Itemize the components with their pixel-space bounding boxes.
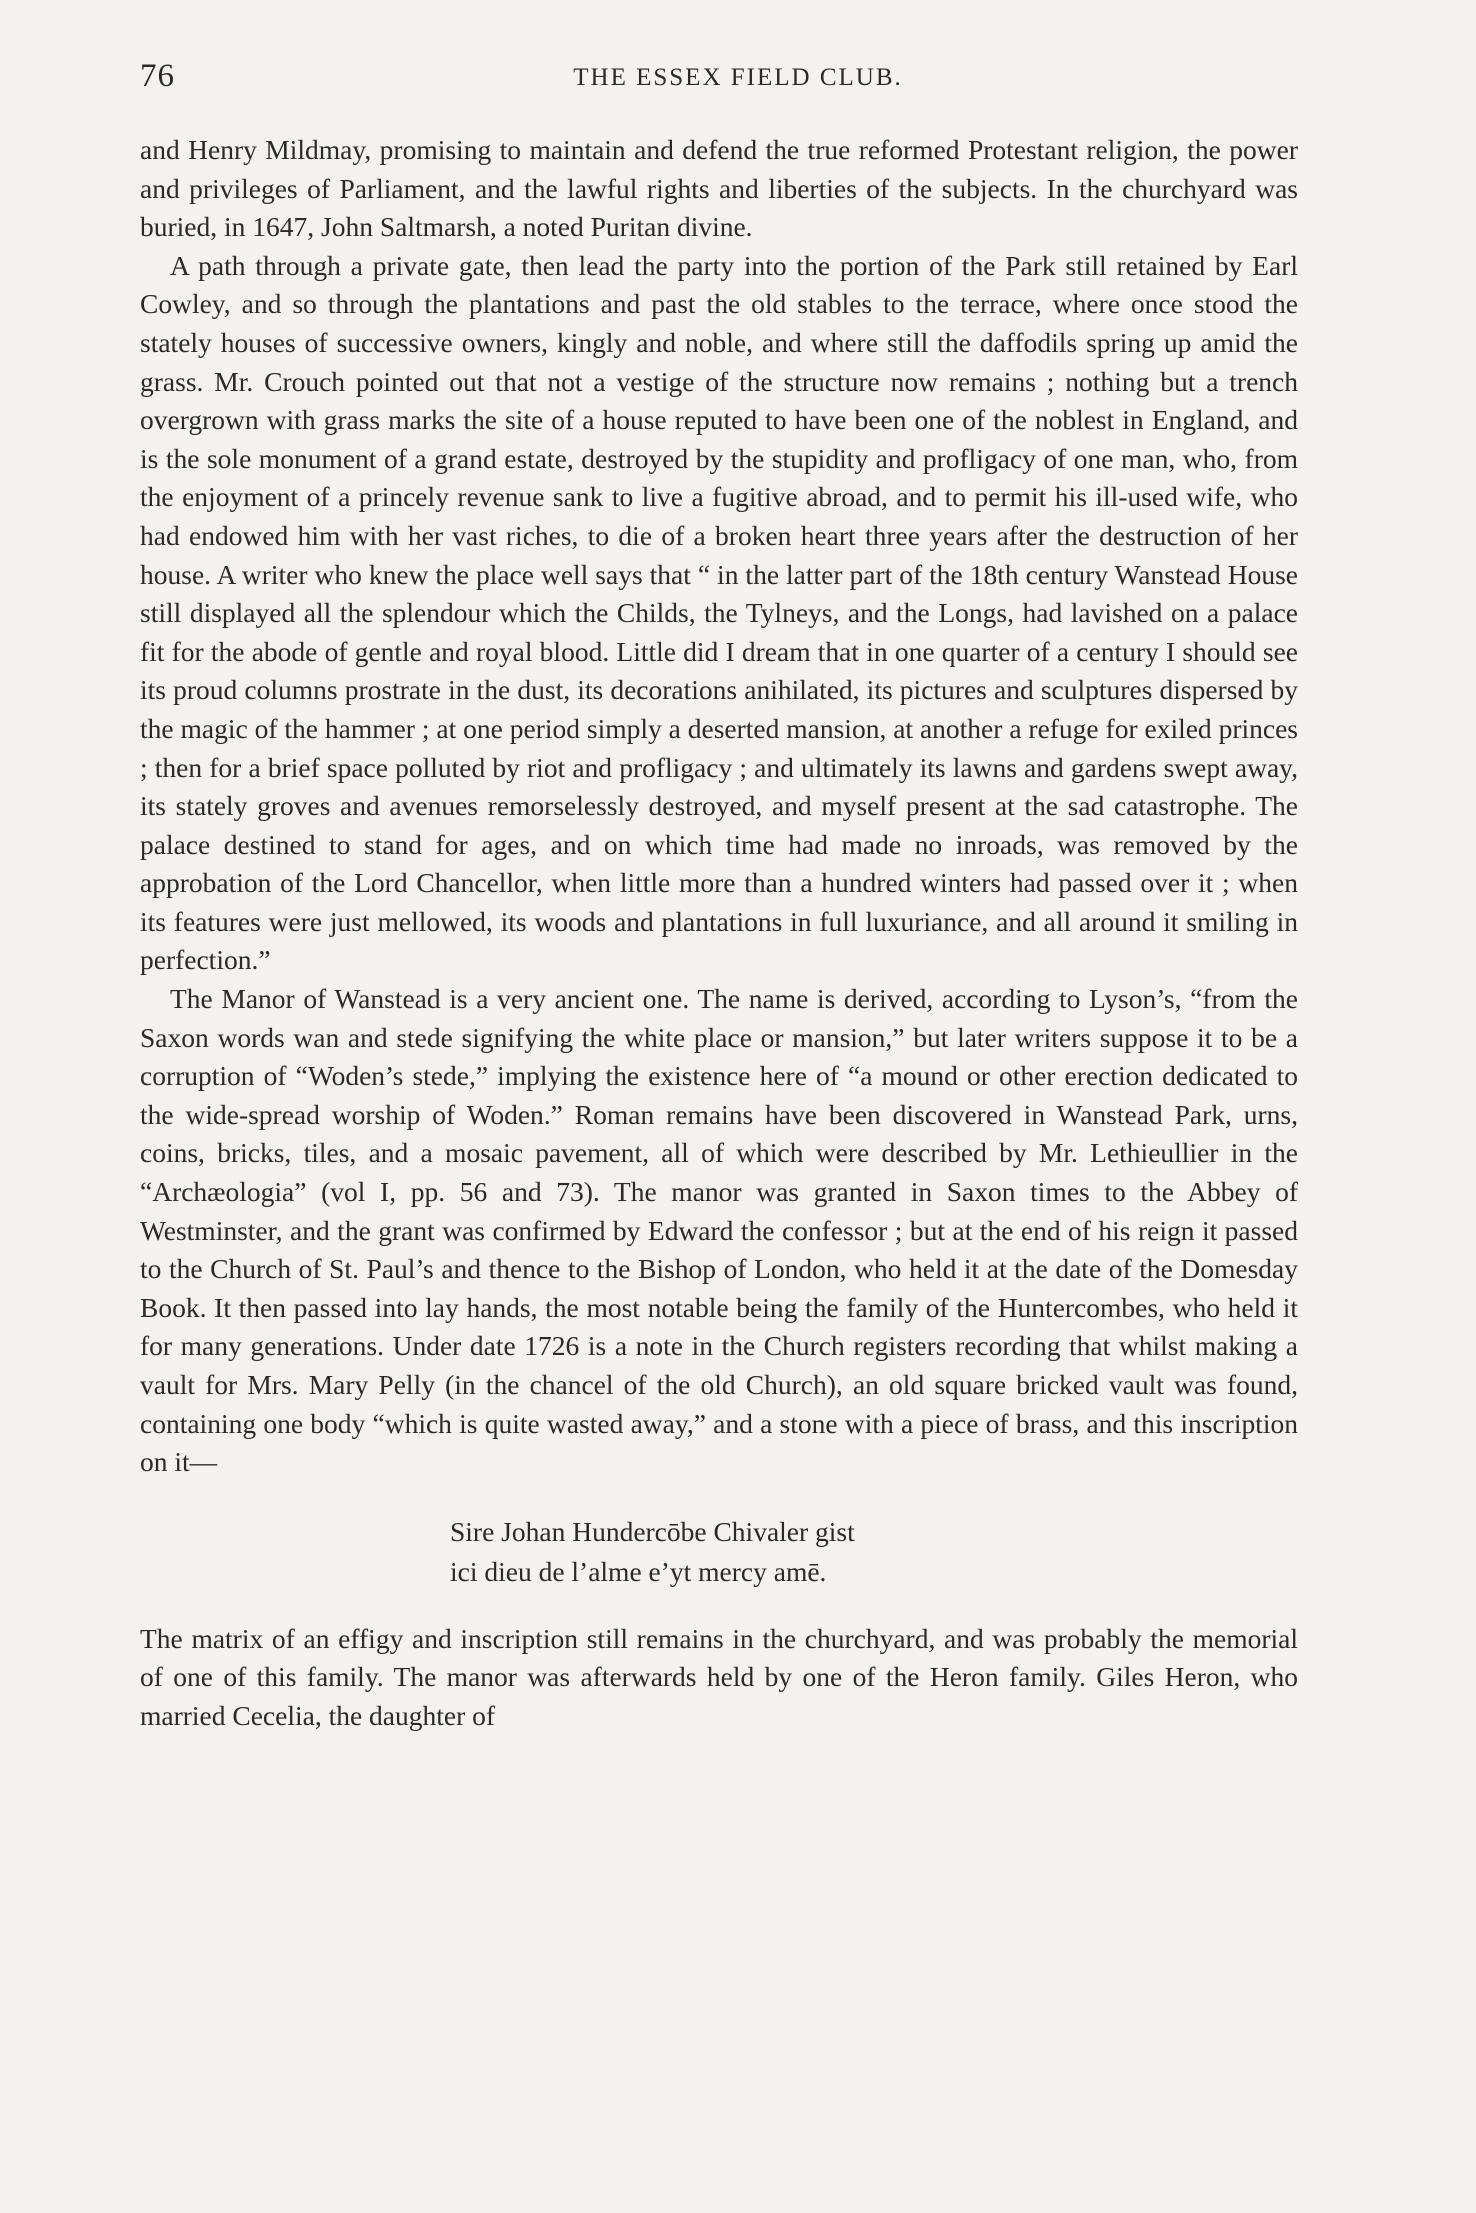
paragraph-manor-history: The Manor of Wanstead is a very ancient one. The name is derived, according to Lyson’s, “from the Saxon words wan and stede signifying the white place or mansion,” but later writers suppose it to be a corruption of “Woden’s stede,” implying the existence here of “a mound or other erection dedicated to the wide-spread worship of Woden.” Roman remains have been discovered in Wanstead Park, urns, coins, bricks, tiles, and a mosaic pavement, all of which were described by Mr. Lethieullier in the “Archæologia” (vol I, pp. 56 and 73). The manor was granted in Saxon times to the Abbey of Westminster, and the grant was confirmed by Edward the confessor ; but at the end of his reign it passed to the Church of St. Paul’s and thence to the Bishop of London, who held it at the date of the Domesday Book. It then passed into lay hands, the most notable being the family of the Huntercombes, who held it for many generations. Under date 1726 is a note in the Church registers recording that whilst making a vault for Mrs. Mary Pelly (in the chancel of the old Church), an old square bricked vault was found, containing one body “which is quite wasted away,” and a stone with a piece of brass, and this inscription on it— (140, 983, 1298, 1478)
paragraph-continuation: and Henry Mildmay, promising to maintain and defend the true reformed Protestant religion, the power and privileges of Parliament, and the lawful rights and liberties of the subjects. In the churchyard was buried, in 1647, John Saltmarsh, a noted Puritan divine. (140, 134, 1298, 243)
body-text (140, 131, 1298, 1736)
inscription-line: Sire Johan Hundercōbe Chivaler gist (450, 1515, 855, 1547)
paragraph-closing: The matrix of an effigy and inscription still remains in the churchyard, and was probably the memorial of one of this family. The manor was afterwards held by one of the Heron family. Giles Heron, who married Cecelia, the daughter of (140, 1622, 1298, 1731)
page-header (0, 52, 1476, 102)
page-number: 76 (140, 58, 175, 94)
inscription-line: ici dieu de l’alme e’yt mercy amē. (450, 1555, 827, 1587)
running-title: THE ESSEX FIELD CLUB. (573, 64, 903, 91)
paragraph-wanstead-house: A path through a private gate, then lead the party into the portion of the Park still retained by Earl Cowley, and so through the plantations and past the old stables to the terrace, where once stood the stately houses of successive owners, kingly and noble, and where still the daffodils spring up amid the grass. Mr. Crouch pointed out that not a vestige of the structure now remains ; nothing but a trench overgrown with grass marks the site of a house reputed to have been one of the noblest in England, and is the sole monument of a grand estate, destroyed by the stupidity and profligacy of one man, who, from the enjoyment of a princely revenue sank to live a fugitive abroad, and to permit his ill-used wife, who had endowed him with her vast riches, to die of a broken heart three years after the destruction of her house. A writer who knew the place well says that “ in the latter part of the 18th century Wanstead House still displayed all the splendour which the Childs, the Tylneys, and the Longs, had lavished on a palace fit for the abode of gentle and royal blood. Little did I dream that in one quarter of a century I should see its proud columns prostrate in the dust, its decorations anihilated, its pictures and sculptures dispersed by the magic of the hammer ; at one period simply a deserted mansion, at another a refuge for exiled princes ; then for a brief space polluted by riot and profligacy ; and ultimately its lawns and gardens swept away, its stately groves and avenues remorselessly destroyed, and myself present at the sad catastrophe. The palace destined to stand for ages, and on which time had made no inroads, was removed by the approbation of the Lord Chancellor, when little more than a hundred winters had passed over it ; when its features were just mellowed, its woods and plantations in full luxuriance, and all around it smiling in perfection.” (140, 249, 1298, 976)
inscription-quote (450, 1512, 1298, 1592)
